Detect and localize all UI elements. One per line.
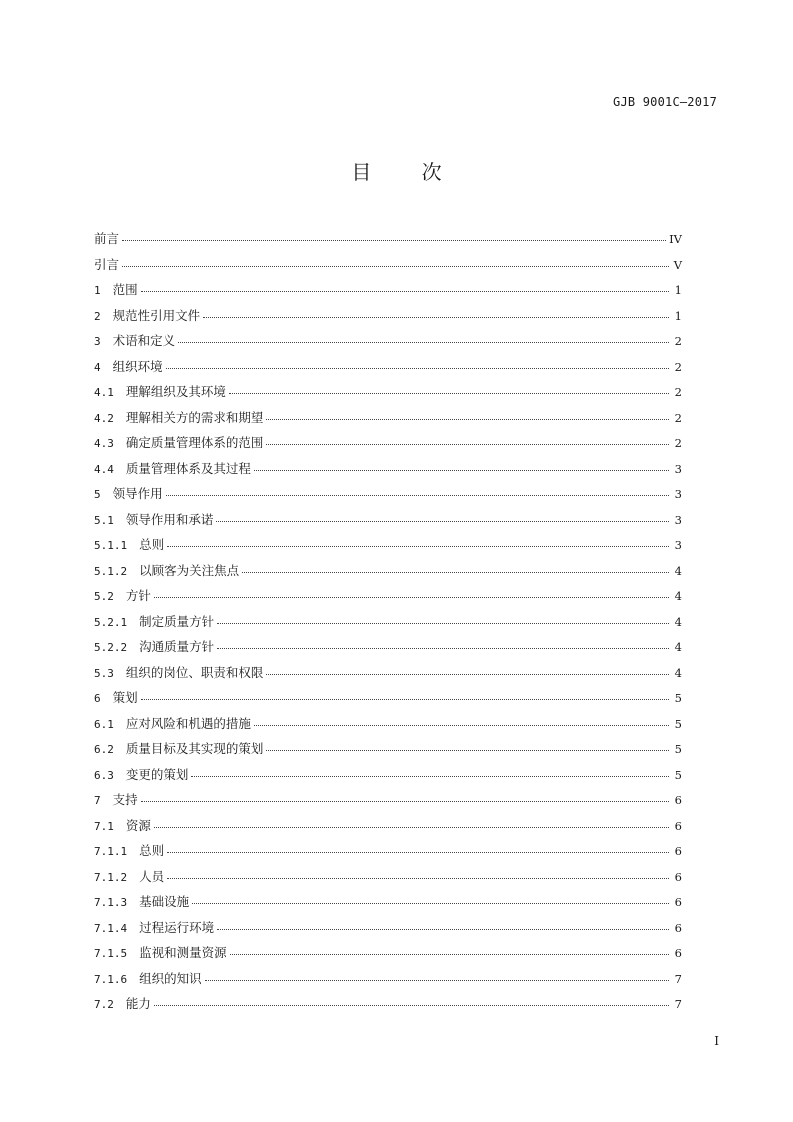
toc-entry-number: 4.1 bbox=[94, 386, 114, 399]
toc-dot-leader bbox=[122, 266, 669, 267]
toc-entry[interactable] bbox=[94, 306, 682, 332]
toc-dot-leader bbox=[217, 623, 669, 624]
toc-entry-page: 1 bbox=[674, 283, 682, 297]
toc-entry-page: 2 bbox=[674, 334, 682, 348]
toc-dot-leader bbox=[217, 648, 669, 649]
toc-entry-title: 支持 bbox=[112, 792, 138, 807]
toc-entry-title: 理解相关方的需求和期望 bbox=[125, 409, 264, 425]
toc-entry-page: 7 bbox=[674, 971, 682, 986]
toc-entry[interactable] bbox=[94, 918, 682, 944]
toc-entry-title: 资源 bbox=[125, 817, 151, 833]
toc-entry[interactable] bbox=[94, 790, 682, 816]
toc-entry[interactable] bbox=[94, 510, 682, 536]
toc-dot-leader bbox=[154, 597, 669, 598]
toc-entry-title: 范围 bbox=[112, 282, 138, 297]
toc-dot-leader bbox=[154, 1005, 669, 1006]
toc-entry-number: 6 bbox=[94, 692, 101, 705]
toc-entry-number: 4.4 bbox=[94, 462, 114, 476]
toc-entry-number: 6.1 bbox=[94, 717, 114, 731]
toc-entry[interactable] bbox=[94, 867, 682, 893]
toc-dot-leader bbox=[141, 291, 669, 292]
toc-entry-page: 6 bbox=[674, 920, 682, 935]
toc-entry-number: 4 bbox=[94, 360, 101, 374]
toc-entry-page: 5 bbox=[674, 767, 682, 782]
toc-entry-page: 3 bbox=[674, 538, 682, 552]
toc-entry-number: 2 bbox=[94, 309, 101, 323]
toc-entry[interactable] bbox=[94, 688, 682, 714]
toc-entry-page: 3 bbox=[674, 512, 682, 527]
toc-entry-page: 6 bbox=[674, 869, 682, 884]
toc-entry-number: 7.1.5 bbox=[94, 947, 128, 960]
toc-entry-title: 质量管理体系及其过程 bbox=[125, 460, 251, 476]
toc-entry-title: 理解组织及其环境 bbox=[125, 384, 226, 399]
toc-entry-title: 以顾客为关注焦点 bbox=[139, 562, 240, 578]
toc-dot-leader bbox=[167, 878, 669, 879]
toc-entry[interactable] bbox=[94, 765, 682, 791]
toc-entry-title: 质量目标及其实现的策划 bbox=[125, 741, 264, 756]
toc-entry[interactable] bbox=[94, 892, 682, 918]
toc-entry-page: 6 bbox=[674, 793, 682, 807]
toc-entry-title: 监视和测量资源 bbox=[139, 945, 227, 960]
toc-entry-title: 人员 bbox=[139, 868, 165, 884]
toc-entry-page: 3 bbox=[674, 461, 682, 476]
toc-entry-title: 沟通质量方针 bbox=[139, 639, 215, 654]
toc-entry-title: 规范性引用文件 bbox=[112, 307, 201, 323]
toc-entry[interactable] bbox=[94, 229, 682, 255]
toc-entry-number: 7.1.3 bbox=[94, 896, 128, 909]
toc-entry[interactable] bbox=[94, 280, 682, 306]
toc-entry-number: 7.1.6 bbox=[94, 972, 128, 986]
toc-entry-number: 5.1.2 bbox=[94, 564, 128, 578]
toc-entry-title: 应对风险和机遇的措施 bbox=[125, 715, 251, 731]
toc-entry-title: 领导作用 bbox=[112, 486, 163, 501]
toc-entry-number: 4.3 bbox=[94, 437, 114, 450]
toc-entry[interactable] bbox=[94, 739, 682, 765]
toc-dot-leader bbox=[266, 419, 669, 420]
toc-entry-title: 能力 bbox=[125, 996, 151, 1011]
toc-entry-number: 5.3 bbox=[94, 666, 114, 680]
toc-entry[interactable] bbox=[94, 816, 682, 842]
toc-entry-page: V bbox=[673, 257, 682, 272]
toc-entry-title: 制定质量方针 bbox=[139, 613, 215, 629]
toc-dot-leader bbox=[122, 240, 666, 241]
toc-entry-page: 2 bbox=[674, 359, 682, 374]
toc-dot-leader bbox=[203, 317, 669, 318]
toc-dot-leader bbox=[242, 572, 669, 573]
toc-dot-leader bbox=[141, 801, 669, 802]
toc-dot-leader bbox=[254, 725, 669, 726]
toc-entry-page: 7 bbox=[674, 997, 682, 1011]
toc-entry-page: 2 bbox=[674, 385, 682, 399]
toc-dot-leader bbox=[254, 470, 669, 471]
toc-entry-number: 5.1.1 bbox=[94, 539, 128, 552]
toc-entry[interactable] bbox=[94, 357, 682, 383]
toc-entry-number: 7.1.1 bbox=[94, 845, 128, 858]
toc-dot-leader bbox=[205, 980, 669, 981]
toc-entry[interactable] bbox=[94, 586, 682, 612]
toc-entry-title: 引言 bbox=[94, 256, 120, 272]
toc-entry-title: 组织的知识 bbox=[139, 970, 202, 986]
toc-entry-number: 7 bbox=[94, 794, 101, 807]
toc-entry-title: 方针 bbox=[125, 588, 151, 603]
toc-entry-number: 3 bbox=[94, 335, 101, 348]
toc-entry-page: 2 bbox=[674, 436, 682, 450]
toc-entry[interactable] bbox=[94, 663, 682, 689]
toc-dot-leader bbox=[154, 827, 669, 828]
toc-entry-page: 1 bbox=[674, 308, 682, 323]
toc-dot-leader bbox=[216, 521, 669, 522]
page-number: I bbox=[714, 1034, 719, 1048]
toc-dot-leader bbox=[217, 929, 669, 930]
toc-entry-title: 基础设施 bbox=[139, 894, 190, 909]
toc-entry-page: 6 bbox=[674, 844, 682, 858]
toc-entry[interactable] bbox=[94, 841, 682, 867]
toc-entry-title: 组织的岗位、职责和权限 bbox=[125, 664, 264, 680]
toc-entry-page: 3 bbox=[674, 487, 682, 501]
toc-dot-leader bbox=[230, 954, 669, 955]
toc-dot-leader bbox=[141, 699, 669, 700]
toc-dot-leader bbox=[166, 495, 669, 496]
toc-entry-title: 组织环境 bbox=[112, 358, 163, 374]
toc-entry-number: 7.1 bbox=[94, 819, 114, 833]
toc-entry[interactable] bbox=[94, 994, 682, 1020]
toc-entry-title: 总则 bbox=[139, 537, 165, 552]
toc-entry[interactable] bbox=[94, 612, 682, 638]
toc-entry-number: 6.3 bbox=[94, 768, 114, 782]
toc-entry[interactable] bbox=[94, 459, 682, 485]
toc-entry[interactable] bbox=[94, 382, 682, 408]
toc-entry-number: 5.2.2 bbox=[94, 641, 128, 654]
toc-entry-page: 6 bbox=[674, 895, 682, 909]
page-title: 目 次 bbox=[351, 160, 464, 184]
toc-entry[interactable] bbox=[94, 943, 682, 969]
toc-entry-page: 5 bbox=[674, 716, 682, 731]
toc-entry[interactable] bbox=[94, 408, 682, 434]
toc-dot-leader bbox=[229, 393, 669, 394]
toc-entry[interactable] bbox=[94, 433, 682, 459]
toc-entry-number: 5.2.1 bbox=[94, 615, 128, 629]
toc-dot-leader bbox=[167, 546, 669, 547]
table-of-contents bbox=[94, 229, 682, 1020]
toc-entry-number: 7.1.2 bbox=[94, 870, 128, 884]
toc-entry[interactable] bbox=[94, 561, 682, 587]
toc-entry-page: 2 bbox=[674, 410, 682, 425]
toc-entry-title: 变更的策划 bbox=[125, 766, 189, 782]
toc-entry-title: 过程运行环境 bbox=[139, 919, 215, 935]
toc-dot-leader bbox=[266, 444, 669, 445]
toc-dot-leader bbox=[192, 903, 669, 904]
toc-entry-title: 前言 bbox=[94, 231, 120, 246]
toc-entry-number: 7.2 bbox=[94, 998, 114, 1011]
toc-entry-page: 5 bbox=[674, 691, 682, 705]
toc-entry[interactable] bbox=[94, 969, 682, 995]
toc-entry[interactable] bbox=[94, 637, 682, 663]
toc-entry-title: 确定质量管理体系的范围 bbox=[125, 435, 264, 450]
toc-entry[interactable] bbox=[94, 714, 682, 740]
toc-entry-number: 4.2 bbox=[94, 411, 114, 425]
toc-dot-leader bbox=[167, 852, 669, 853]
toc-entry-number: 6.2 bbox=[94, 743, 114, 756]
toc-entry-title: 领导作用和承诺 bbox=[125, 511, 214, 527]
toc-entry[interactable] bbox=[94, 484, 682, 510]
toc-entry-page: IV bbox=[669, 232, 682, 246]
toc-entry-page: 5 bbox=[674, 742, 682, 756]
toc-entry[interactable] bbox=[94, 331, 682, 357]
toc-entry-page: 4 bbox=[674, 665, 682, 680]
toc-dot-leader bbox=[191, 776, 669, 777]
toc-entry-title: 术语和定义 bbox=[112, 333, 176, 348]
document-code: GJB 9001C—2017 bbox=[613, 95, 717, 109]
toc-entry[interactable] bbox=[94, 255, 682, 281]
toc-entry-page: 4 bbox=[674, 589, 682, 603]
toc-dot-leader bbox=[178, 342, 669, 343]
toc-entry-number: 5 bbox=[94, 488, 101, 501]
toc-entry-page: 4 bbox=[674, 614, 682, 629]
toc-entry-number: 1 bbox=[94, 284, 101, 297]
toc-entry-number: 5.2 bbox=[94, 590, 114, 603]
toc-entry-number: 5.1 bbox=[94, 513, 114, 527]
toc-dot-leader bbox=[166, 368, 669, 369]
toc-entry-page: 4 bbox=[674, 640, 682, 654]
toc-entry-page: 6 bbox=[674, 946, 682, 960]
toc-entry-title: 策划 bbox=[112, 690, 138, 705]
toc-entry-page: 4 bbox=[674, 563, 682, 578]
toc-dot-leader bbox=[266, 674, 669, 675]
toc-entry-title: 总则 bbox=[139, 843, 165, 858]
toc-dot-leader bbox=[266, 750, 669, 751]
toc-entry-number: 7.1.4 bbox=[94, 921, 128, 935]
toc-entry[interactable] bbox=[94, 535, 682, 561]
toc-entry-page: 6 bbox=[674, 818, 682, 833]
